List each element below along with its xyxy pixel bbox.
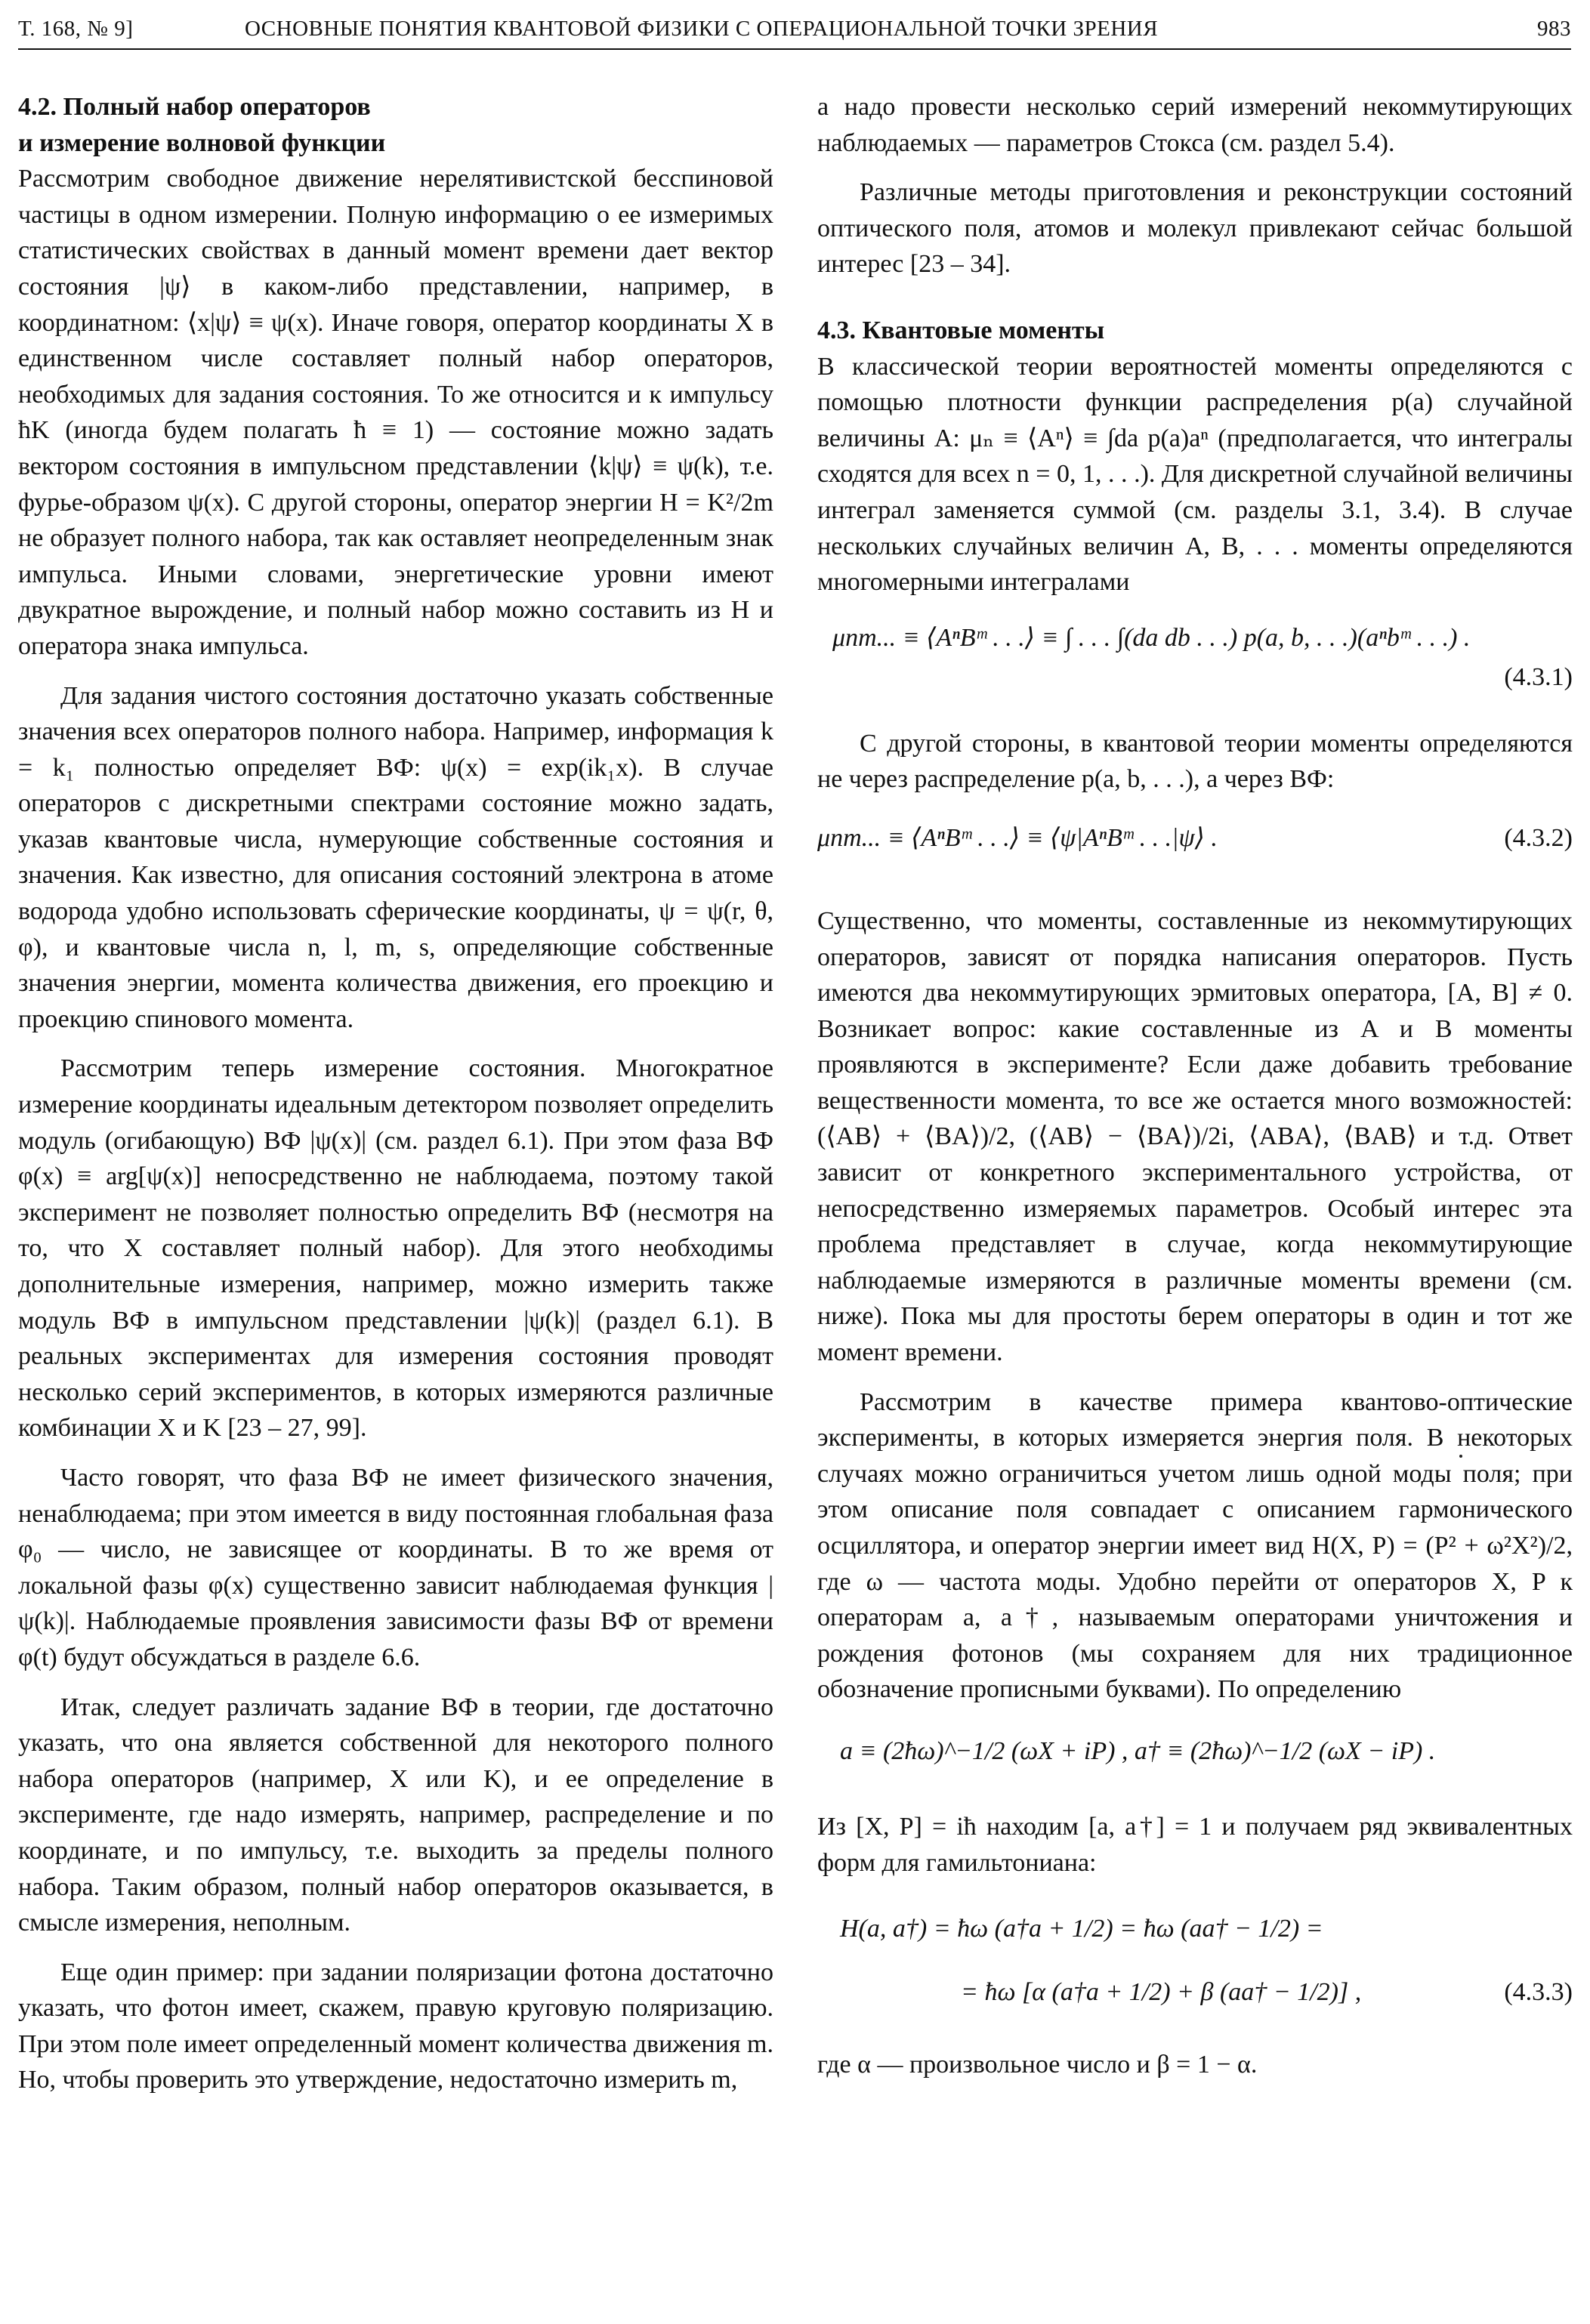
paragraph: Рассмотрим теперь измерение состояния. Многократное измерение координаты идеальным детектором позволяет определить модуль (огибающую) ВФ |ψ(x)| (см. раздел 6.1). При этом фаза ВФ φ(x) ≡ arg[ψ(x)] непосредственно не наблюдаема, поэтому такой эксперимент не позволяет полностью определить ВФ (несмотря на то, что X составляет полный набор). Для этого необходимы дополнительные измерения, например, можно измерить также модуль ВФ в импульсном представлении |ψ(k)| (раздел 6.1). В реальных экспериментах для измерения состояния проводят несколько серий экспериментов, в которых измеряются различные комбинации X и K [23 – 27, 99]. (18, 1054, 773, 1443)
equation-body: a ≡ (2ħω)^−1/2 (ωX + iP) , a† ≡ (2ħω)^−1/2 (ωX − iP) . (840, 1736, 1436, 1765)
journal-volume: Т. 168, № 9] (18, 17, 134, 41)
paragraph: Рассмотрим в качестве примера квантово-оптические эксперименты, в которых измеряется энергия поля. В некоторых случаях можно ограничиться учетом лишь одной моды поля; при этом описание поля совпадает с описанием гармонического осциллятора, и оператор энергии имеет вид H(X, P) = (P² + ω²X²)/2, где ω — частота моды. Удобно перейти от операторов X, P к операторам a, a†, называемым операторами уничтожения и рождения фотонов (мы сохраняем для них традиционное обозначение прописными буквами). По определению (817, 1387, 1573, 1704)
right-column (817, 89, 1573, 2083)
running-header (18, 11, 1571, 50)
paragraph: Различные методы приготовления и реконструкции состояний оптического поля, атомов и молекул привлекают сейчас большой интерес [23 – 34]. (817, 178, 1573, 279)
section-heading-4-2-line2: и измерение волновой функции (18, 128, 386, 157)
paragraph: Из [X, P] = iħ находим [a, a†] = 1 и получаем ряд эквивалентных форм для гамильтониана: (817, 1812, 1573, 1877)
equation-4-3-2 (817, 820, 1573, 903)
paragraph: В классической теории вероятностей моменты определяются с помощью плотности функции распределения p(a) случайной величины A: μₙ ≡ ⟨Aⁿ⟩ ≡ ∫da p(a)aⁿ (предполагается, что интегралы сходятся для всех n = 0, 1, . . .). Для дискретной случайной величины интеграл заменяется суммой (см. разделы 3.1, 3.4). В случае нескольких случайных величин A, B, . . . моменты определяются многомерными интегралами (817, 352, 1573, 597)
equation-number: (4.3.2) (1504, 823, 1573, 852)
stray-dot-mark (1459, 1455, 1462, 1458)
left-column (18, 89, 773, 2098)
paragraph: Рассмотрим свободное движение нерелятивистской бесспиновой частицы в одном измерении. Полную информацию о ее измеримых статистических свойствах в данный момент времени дает вектор состояния |ψ⟩ в каком-либо представлении, например, в координатном: ⟨x|ψ⟩ ≡ ψ(x). Иначе говоря, оператор координаты X в единственном числе составляет полный набор операторов, необходимых для задания состояния. То же относится и к импульсу ħK (иногда будем полагать ħ ≡ 1) — состояние можно задать вектором состояния в импульсном представлении ⟨k|ψ⟩ ≡ ψ(k), т.е. фурье-образом ψ(x). С другой стороны, оператор энергии H = K²/2m не образует полного набора, так как оставляет неопределенным знак импульса. Иными словами, энергетические уровни имеют двукратное вырождение, и полный набор можно составить из H и оператора знака импульса. (18, 165, 773, 660)
equation-body: H(a, a†) = ħω (a†a + 1/2) = ħω (aa† − 1/2) = (840, 1915, 1323, 1943)
equation-4-3-3 (817, 1974, 1573, 2047)
paragraph: где α — произвольное число и β = 1 − α. (817, 2051, 1258, 2079)
equation-4-3-1 (817, 620, 1573, 659)
paragraph: Еще один пример: при задании поляризации фотона достаточно указать, что фотон имеет, скажем, правую круговую поляризацию. При этом поле имеет определенный момент количества движения m. Но, чтобы проверить это утверждение, недостаточно измерить m, (18, 1958, 773, 2094)
paragraph: а надо провести несколько серий измерений некоммутирующих наблюдаемых — параметров Стокса (см. раздел 5.4). (817, 93, 1573, 157)
equation-body: μnm... ≡ ⟨AⁿBᵐ . . .⟩ ≡ ∫ . . . ∫(da db . . .) p(a, b, . . .)(aⁿbᵐ . . .) . (832, 623, 1471, 652)
section-heading-4-2-line1: 4.2. Полный набор операторов (18, 93, 371, 121)
paragraph: Существенно, что моменты, составленные из некоммутирующих операторов, зависят от порядка написания операторов. Пусть имеются два некоммутирующих эрмитовых оператора, [A, B] ≠ 0. Возникает вопрос: какие составленные из A и B моменты проявляются в эксперименте? Если даже добавить требование вещественности момента, то все же остается много возможностей: (⟨AB⟩ + ⟨BA⟩)/2, (⟨AB⟩ − ⟨BA⟩)/2i, ⟨ABA⟩, ⟨BAB⟩ и т.д. Ответ зависит от конкретного экспериментального устройства, от непосредственно измеряемых параметров. Особый интерес эта проблема представляет в случае, когда некоммутирующие наблюдаемые измеряются в различные моменты времени (см. ниже). Пока мы для простоты берем операторы в один и тот же момент времени. (817, 906, 1573, 1367)
paragraph: Итак, следует различать задание ВФ в теории, где достаточно указать, что она является собственной для некоторого полного набора операторов (например, X или K), и ее определение в эксперименте, где надо измерять, например, распределение и по координате, и по импульсу, т.е. выходить за пределы полного набора. Таким образом, полный набор операторов оказывается, в смысле измерения, неполным. (18, 1693, 773, 1937)
equation-number: (4.3.3) (1504, 1978, 1573, 2007)
equation-body: μnm... ≡ ⟨AⁿBᵐ . . .⟩ ≡ ⟨ψ|AⁿBᵐ . . .|ψ⟩ . (817, 823, 1218, 852)
paragraph: С другой стороны, в квантовой теории моменты определяются не через распределение p(a, b, . . .), а через ВФ: (817, 729, 1573, 794)
paragraph: Часто говорят, что фаза ВФ не имеет физического значения, ненаблюдаема; при этом имеется в виду постоянная глобальная фаза φ₀ — число, не зависящее от координаты. В то же время от локальной фазы φ(x) существенно зависит наблюдаемая функция |ψ(k)|. Наблюдаемые проявления зависимости фазы ВФ от времени φ(t) будут обсуждаться в разделе 6.6. (18, 1463, 773, 1671)
equation-number: (4.3.1) (1504, 662, 1573, 691)
section-heading-4-3: 4.3. Квантовые моменты (817, 316, 1105, 344)
running-title: ОСНОВНЫЕ ПОНЯТИЯ КВАНТОВОЙ ФИЗИКИ С ОПЕРАЦИОНАЛЬНОЙ ТОЧКИ ЗРЕНИЯ (245, 17, 1159, 41)
page-number: 983 (1537, 17, 1571, 41)
equation-number-row (817, 659, 1573, 712)
equation-hamiltonian-line1 (817, 1911, 1573, 1974)
paragraph: Для задания чистого состояния достаточно указать собственные значения всех операторов полного набора. Например, информация k = k₁ полностью определяет ВФ: ψ(x) = exp(ik₁x). В случае операторов с дискретными спектрами состояние можно задать, указав квантовые числа, нумерующие собственные состояния и значения. Как известно, для описания состояний электрона в атоме водорода удобно использовать сферические координаты, ψ = ψ(r, θ, φ), и квантовые числа n, l, m, s, определяющие собственные значения энергии, момента количества движения, его проекцию и проекцию спинового момента. (18, 681, 773, 1033)
equation-body: = ħω [α (a†a + 1/2) + β (aa† − 1/2)] , (961, 1978, 1362, 2007)
equation-ladder-operators (817, 1733, 1573, 1809)
